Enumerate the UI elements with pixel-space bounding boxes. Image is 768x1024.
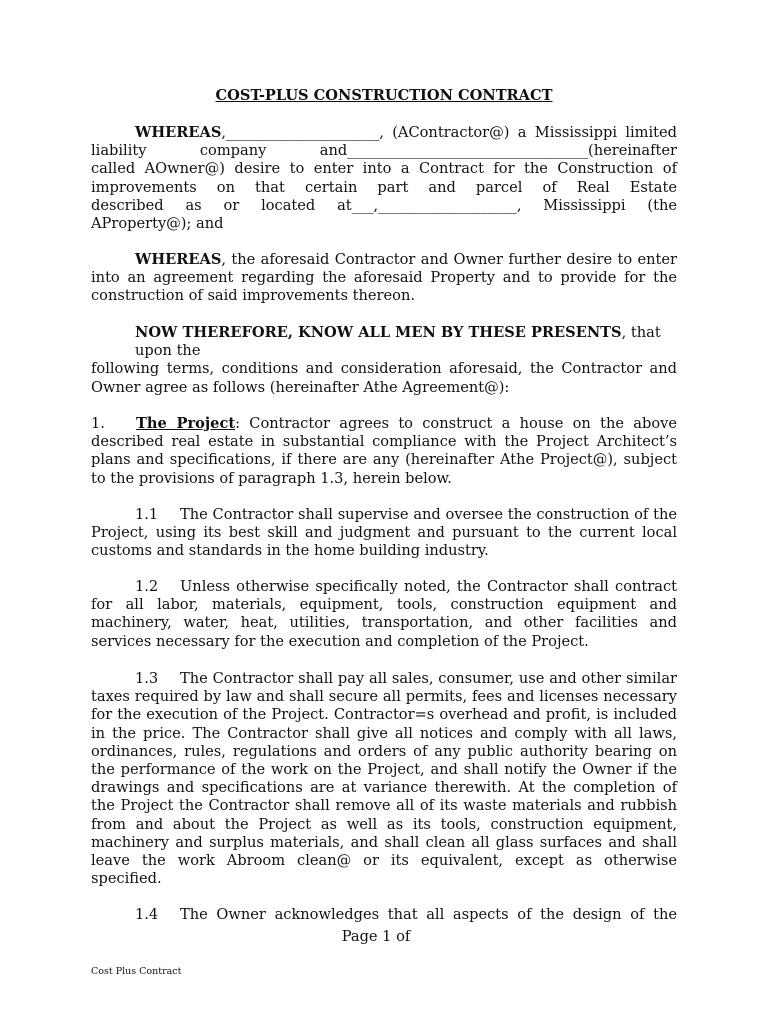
section-1-1-number: 1.1 [135, 506, 159, 523]
section-1-3-text: The Contractor shall pay all sales, consumer, use and other similar taxes required by law and shall secure all permits, fees and licenses necessary for the execution of the Project. Contractor=s overhead and profit, is included in the price. The Contractor shall give all notices and comply with all laws, ordinances, rules, regulations and orders of any public authority bearing on the performance of the work on the Project, and shall notify the Owner if the drawings and specifications are at variance therewith. At the completion of the Project the Contractor shall remove all of its waste materials and rubbish from and about the Project as well as its tools, construction equipment, machinery and surplus materials, and shall clean all glass surfaces and shall leave the work Abroom clean@ or its equivalent, except as otherwise specified. [91, 670, 677, 888]
whereas-line-2: liability company and_________________________________(hereinafter [91, 142, 677, 160]
whereas-line-3: called AOwner@) desire to enter into a Contract for the Construction of [91, 160, 677, 178]
now-therefore-paragraph [91, 324, 677, 397]
section-1-2 [91, 578, 677, 651]
section-1-heading: The Project [136, 415, 236, 432]
whereas-line-4: improvements on that certain part and parcel of Real Estate [91, 178, 677, 196]
whereas-paragraph-2 [91, 251, 677, 306]
section-1-4-text: The Owner acknowledges that all aspects of the design of the [180, 906, 677, 923]
now-therefore-lead: NOW THEREFORE, KNOW ALL MEN BY THESE PRESENTS [135, 324, 622, 341]
section-1-1-text: The Contractor shall supervise and oversee the construction of the Project, using its best skill and judgment and pursuant to the current local customs and standards in the home building industry. [91, 506, 677, 560]
now-therefore-tail: , that [621, 324, 661, 341]
footer-label: Cost Plus Contract [91, 966, 182, 977]
now-therefore-text: following terms, conditions and consideration aforesaid, the Contractor and Owner agree as follows (hereinafter Athe Agreement@): [91, 360, 677, 396]
whereas-paragraph-1 [91, 124, 677, 233]
section-1-1 [91, 506, 677, 561]
section-1-3-number: 1.3 [135, 670, 159, 687]
section-1 [91, 415, 677, 488]
section-1-text: : Contractor agrees to construct a house on the above described real estate in substantial compliance with the Project Architect’s plans and specifications, if there are any (hereinafter Athe Project@), subject to the provisions of paragraph 1.3, herein below. [91, 415, 677, 487]
section-1-number: 1. [91, 415, 105, 432]
section-1-4-number: 1.4 [135, 906, 159, 923]
now-therefore-line-2: upon the [135, 342, 201, 360]
whereas-line-6: AProperty@); and [91, 215, 224, 233]
section-1-2-text: Unless otherwise specifically noted, the Contractor shall contract for all labor, materials, equipment, tools, construction equipment and machinery, water, heat, utilities, transportation, and other facilities and services necessary for the execution and completion of the Project. [91, 578, 677, 650]
whereas-line-5: described as or located at___,___________________, Mississippi (the [91, 196, 677, 214]
document-title: COST-PLUS CONSTRUCTION CONTRACT [215, 87, 553, 104]
whereas-2-text: , the aforesaid Contractor and Owner further desire to enter into an agreement regarding the aforesaid Property and to provide for the construction of said improvements thereon. [91, 251, 677, 305]
whereas-lead: WHEREAS [135, 124, 222, 141]
section-1-4 [91, 906, 677, 924]
whereas-line-1: ,_____________________, (AContractor@) a Mississippi limited [221, 124, 677, 141]
section-1-3 [91, 670, 677, 888]
whereas-2-lead: WHEREAS [135, 251, 222, 268]
page-number: Page 1 of [341, 928, 411, 945]
section-1-2-number: 1.2 [135, 578, 159, 595]
